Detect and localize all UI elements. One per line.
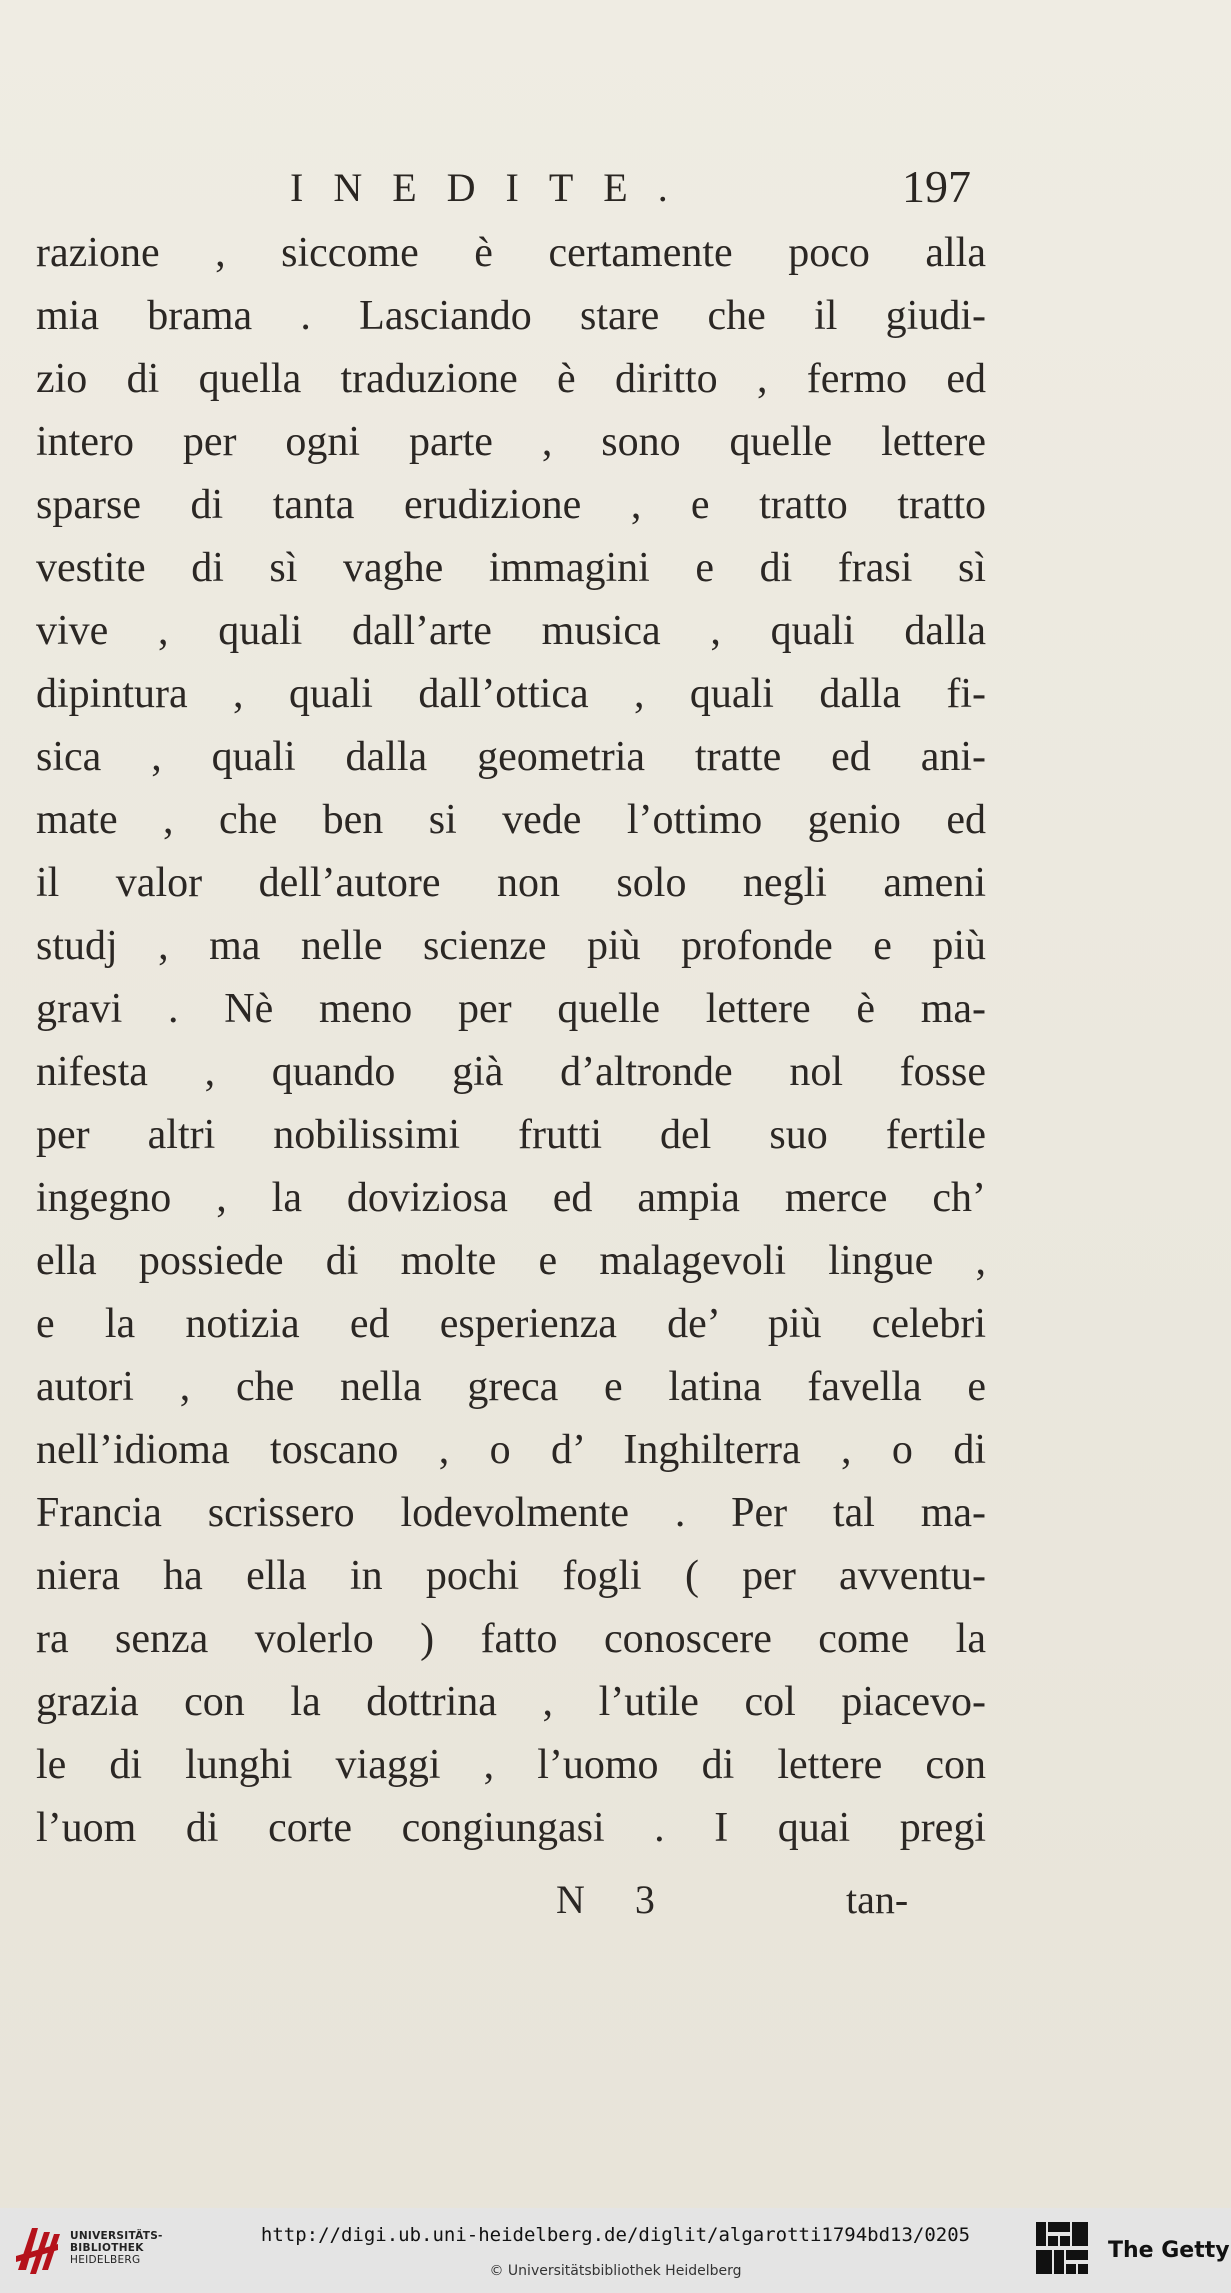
text-line: intero per ogni parte , sono quelle lettere	[36, 419, 986, 465]
text-line: zio di quella traduzione è diritto , fermo ed	[36, 356, 986, 402]
body-text	[36, 222, 986, 1860]
text-line: e la notizia ed esperienza de’ più celebri	[36, 1301, 986, 1347]
copyright-notice: © Universitätsbibliothek Heidelberg	[489, 2263, 742, 2279]
getty-logo[interactable]	[1034, 2216, 1230, 2286]
text-line: il valor dell’autore non solo negli ameni	[36, 860, 986, 906]
text-line: mate , che ben si vede l’ottimo genio ed	[36, 797, 986, 843]
text-line: ra senza volerlo ) fatto conoscere come la	[36, 1616, 986, 1662]
page-header	[0, 160, 1231, 220]
text-line: razione , siccome è certamente poco alla	[36, 230, 986, 276]
getty-icon	[1034, 2220, 1090, 2276]
text-line: niera ha ella in pochi fogli ( per avventu-	[36, 1553, 986, 1599]
catchword: tan-	[846, 1877, 909, 1922]
ub-name-line: BIBLIOTHEK	[70, 2242, 144, 2254]
text-line: sparse di tanta erudizione , e tratto tratto	[36, 482, 986, 528]
text-line: le di lunghi viaggi , l’uomo di lettere con	[36, 1742, 986, 1788]
page-number: 197	[902, 161, 971, 212]
running-title: INEDITE.	[290, 165, 698, 210]
text-line: gravi . Nè meno per quelle lettere è ma-	[36, 986, 986, 1032]
text-line: nell’idioma toscano , o d’ Inghilterra , o di	[36, 1427, 986, 1473]
text-line: studj , ma nelle scienze più profonde e più	[36, 923, 986, 969]
text-line: l’uom di corte congiungasi . I quai pregi	[36, 1805, 986, 1851]
text-line: autori , che nella greca e latina favella e	[36, 1364, 986, 1410]
ub-name-line: UNIVERSITÄTS-	[70, 2230, 163, 2242]
permalink-url[interactable]: http://digi.ub.uni-heidelberg.de/diglit/algarotti1794bd13/0205	[260, 2224, 971, 2246]
signature-mark: N 3	[556, 1877, 675, 1922]
getty-name: The Getty	[1108, 2238, 1230, 2263]
page-footer	[0, 1876, 1231, 1936]
text-line: per altri nobilissimi frutti del suo fertile	[36, 1112, 986, 1158]
ub-name-line: HEIDELBERG	[70, 2254, 141, 2266]
text-line: dipintura , quali dall’ottica , quali dalla fi-	[36, 671, 986, 717]
text-line: nifesta , quando già d’altronde nol fosse	[36, 1049, 986, 1095]
viewer-footer-bar	[0, 2208, 1231, 2293]
text-line: mia brama . Lasciando stare che il giudi-	[36, 293, 986, 339]
text-line: vive , quali dall’arte musica , quali dalla	[36, 608, 986, 654]
text-line: Francia scrissero lodevolmente . Per tal ma-	[36, 1490, 986, 1536]
text-line: grazia con la dottrina , l’utile col piacevo-	[36, 1679, 986, 1725]
text-line: sica , quali dalla geometria tratte ed ani-	[36, 734, 986, 780]
text-line: ingegno , la doviziosa ed ampia merce ch’	[36, 1175, 986, 1221]
text-line: ella possiede di molte e malagevoli lingue ,	[36, 1238, 986, 1284]
text-line: vestite di sì vaghe immagini e di frasi sì	[36, 545, 986, 591]
